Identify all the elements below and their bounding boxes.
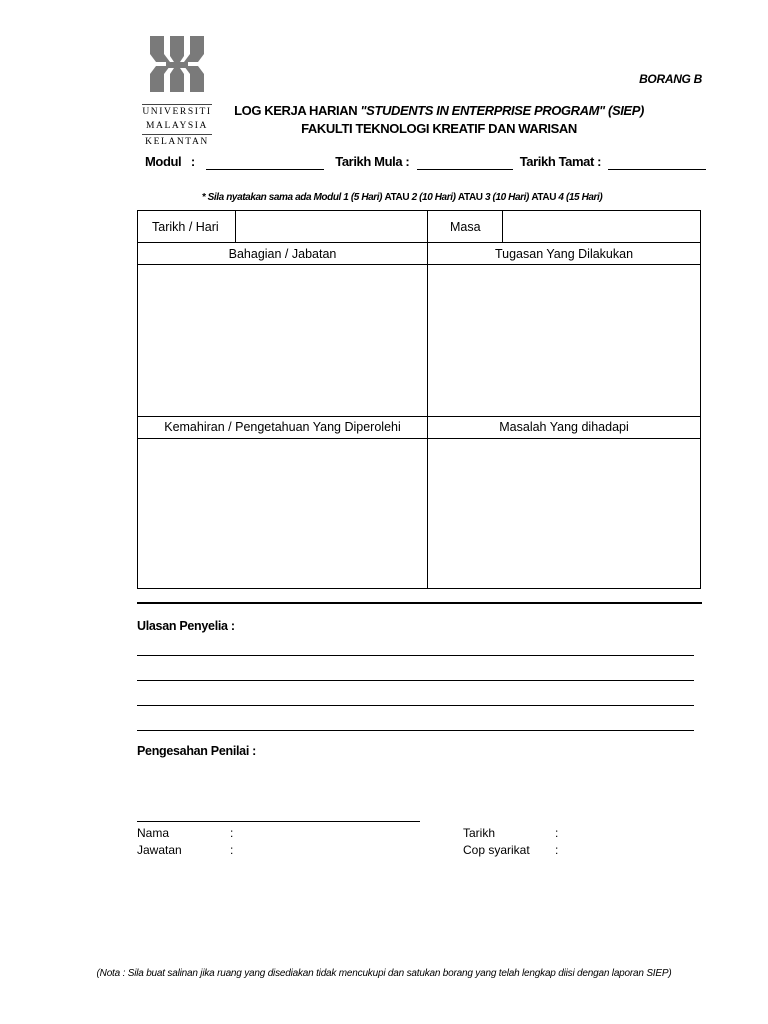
footer-note: (Nota : Sila buat salinan jika ruang yang disediakan tidak mencukupi dan satukan borang yang telah lengkap diisi dengan laporan SIEP) xyxy=(96,968,672,979)
note-atau2: ATAU xyxy=(457,192,485,203)
jawatan-colon: : xyxy=(230,843,234,857)
tarikh-hari-field[interactable] xyxy=(236,212,426,241)
tugasan-field[interactable] xyxy=(428,265,700,415)
nama-colon: : xyxy=(230,826,234,840)
log-table xyxy=(137,210,701,589)
bahagian-header: Bahagian / Jabatan xyxy=(228,247,337,261)
jawatan-label: Jawatan xyxy=(137,843,182,857)
ulasan-line-1[interactable] xyxy=(137,655,694,656)
page-title xyxy=(0,103,768,118)
modul-note xyxy=(197,181,602,203)
bahagian-field[interactable] xyxy=(139,265,426,415)
field-row xyxy=(145,154,706,170)
modul-field[interactable] xyxy=(206,154,324,170)
modul-label: Modul : xyxy=(145,154,195,169)
masa-field[interactable] xyxy=(503,212,699,241)
note-atau1: ATAU xyxy=(384,192,412,203)
tarikh-tamat-label: Tarikh Tamat : xyxy=(519,154,602,169)
form-code: BORANG B xyxy=(639,72,702,86)
ulasan-line-3[interactable] xyxy=(137,705,694,706)
pengesahan-label: Pengesahan Penilai : xyxy=(137,744,257,758)
cop-label: Cop syarikat xyxy=(463,843,530,857)
note-part2: 2 (10 Hari) xyxy=(411,192,458,203)
logo-text-universiti: UNIVERSITI xyxy=(142,107,212,117)
nama-label: Nama xyxy=(137,826,170,840)
tarikh-mula-field[interactable] xyxy=(417,154,513,170)
masalah-field[interactable] xyxy=(428,439,700,587)
table-divider-3 xyxy=(138,416,700,417)
note-part3: 3 (10 Hari) xyxy=(484,192,532,203)
umk-emblem-icon xyxy=(142,34,212,100)
ulasan-label: Ulasan Penyelia : xyxy=(137,619,235,633)
logo-text-malaysia: MALAYSIA xyxy=(145,121,209,131)
ulasan-line-4[interactable] xyxy=(137,730,694,731)
kemahiran-header: Kemahiran / Pengetahuan Yang Diperolehi xyxy=(164,420,401,434)
note-part4: 4 (15 Hari) xyxy=(558,192,603,203)
tarikh-hari-label: Tarikh / Hari xyxy=(152,220,219,234)
masalah-header: Masalah Yang dihadapi xyxy=(499,420,629,434)
page-subtitle: FAKULTI TEKNOLOGI KREATIF DAN WARISAN xyxy=(301,121,577,136)
signature-line[interactable] xyxy=(137,821,420,822)
kemahiran-field[interactable] xyxy=(139,439,426,587)
tugasan-header: Tugasan Yang Dilakukan xyxy=(494,247,634,261)
section-separator xyxy=(137,602,702,604)
note-atau3: ATAU xyxy=(531,192,559,203)
note-part1: * Sila nyatakan sama ada Modul 1 (5 Hari) xyxy=(201,192,385,203)
tarikh-label: Tarikh xyxy=(463,826,496,840)
tarikh-colon: : xyxy=(555,826,559,840)
title-italic: "STUDENTS IN ENTERPRISE PROGRAM" (SIEP) xyxy=(360,103,644,118)
masa-label: Masa xyxy=(450,220,481,234)
logo-text-kelantan: KELANTAN xyxy=(145,137,209,147)
ulasan-line-2[interactable] xyxy=(137,680,694,681)
tarikh-tamat-field[interactable] xyxy=(608,154,706,170)
table-divider-1 xyxy=(138,242,700,243)
tarikh-mula-label: Tarikh Mula : xyxy=(335,154,410,169)
title-plain: LOG KERJA HARIAN xyxy=(234,103,361,118)
cop-colon: : xyxy=(555,843,559,857)
